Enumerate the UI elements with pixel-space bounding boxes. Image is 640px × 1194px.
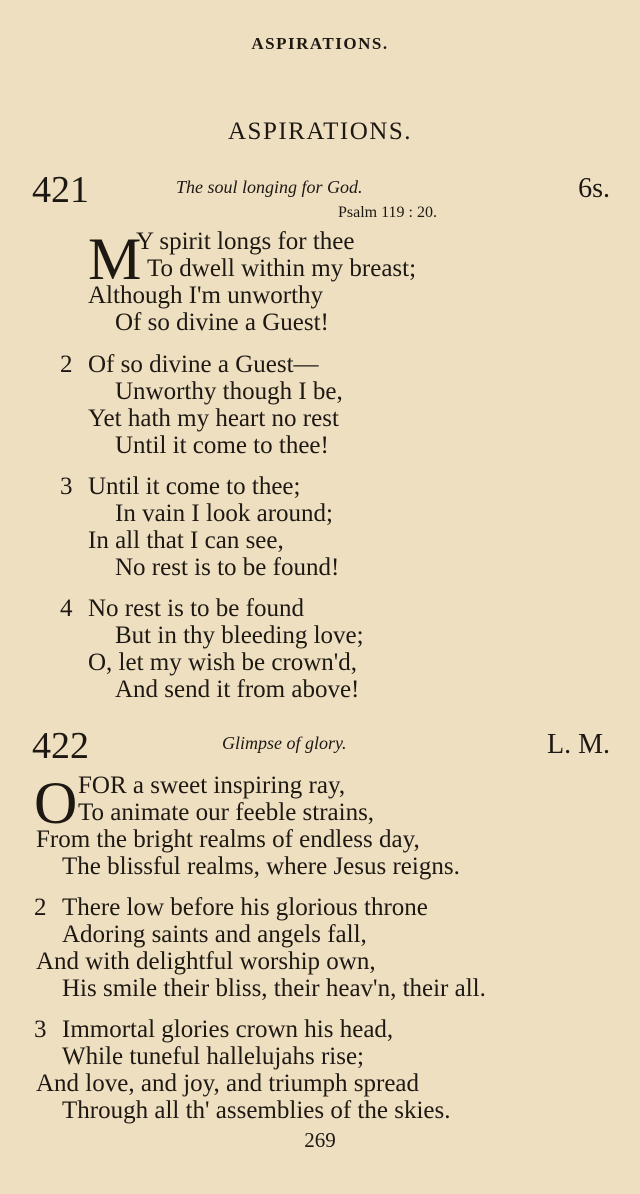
- stanza-line: Through all th' assemblies of the skies.: [62, 1097, 451, 1124]
- stanza-line: Until it come to thee!: [115, 432, 329, 459]
- stanza-line: Adoring saints and angels fall,: [62, 921, 367, 948]
- stanza-line: No rest is to be found!: [115, 554, 340, 581]
- stanza-number: 2: [60, 351, 73, 378]
- stanza-line: Yet hath my heart no rest: [88, 405, 339, 432]
- stanza-line: In all that I can see,: [88, 527, 284, 554]
- hymn-422-header: [0, 726, 640, 766]
- scripture-reference: Psalm 119 : 20.: [338, 204, 437, 221]
- stanza-line: While tuneful hallelujahs rise;: [62, 1043, 364, 1070]
- page-number: 269: [304, 1128, 336, 1152]
- stanza-line: The blissful realms, where Jesus reigns.: [62, 853, 460, 880]
- stanza-line: To dwell within my breast;: [147, 255, 417, 282]
- stanza-number: 3: [60, 473, 73, 500]
- stanza-number: 2: [34, 894, 47, 921]
- stanza-line: Of so divine a Guest!: [115, 309, 329, 336]
- stanza-number: 4: [60, 595, 73, 622]
- drop-cap: M: [88, 226, 142, 292]
- hymn-number: 422: [32, 725, 89, 767]
- hymn-number: 421: [32, 169, 89, 211]
- stanza-line: Immortal glories crown his head,: [62, 1016, 394, 1043]
- stanza-line: To animate our feeble strains,: [78, 799, 375, 826]
- hymn-meter: L. M.: [547, 729, 610, 760]
- running-head: ASPIRATIONS.: [251, 34, 389, 53]
- stanza-line: And with delightful worship own,: [36, 948, 376, 975]
- stanza-line: And send it from above!: [115, 676, 360, 703]
- stanza-line: And love, and joy, and triumph spread: [36, 1070, 420, 1097]
- hymn-subtitle: The soul longing for God.: [176, 177, 363, 197]
- hymn-subtitle: Glimpse of glory.: [222, 733, 347, 753]
- stanza-line: Although I'm unworthy: [88, 282, 324, 309]
- stanza-line: But in thy bleeding love;: [115, 622, 364, 649]
- stanza-number: 3: [34, 1016, 47, 1043]
- section-title: ASPIRATIONS.: [227, 118, 412, 145]
- drop-cap: O: [34, 770, 78, 836]
- stanza-line: There low before his glorious throne: [62, 894, 428, 921]
- stanza-line: His smile their bliss, their heav'n, their all.: [62, 975, 486, 1002]
- hymn-421-header: [0, 169, 640, 221]
- stanza-line: Y spirit longs for thee: [136, 228, 355, 255]
- stanza-line: FOR a sweet inspiring ray,: [78, 772, 346, 799]
- hymn-meter: 6s.: [578, 173, 610, 204]
- stanza-line: Of so divine a Guest—: [88, 351, 319, 378]
- stanza-line: No rest is to be found: [88, 595, 304, 622]
- stanza-line: In vain I look around;: [115, 500, 334, 527]
- stanza-line: From the bright realms of endless day,: [36, 826, 420, 853]
- stanza-line: O, let my wish be crown'd,: [88, 649, 358, 676]
- stanza-line: Until it come to thee;: [88, 473, 301, 500]
- stanza-line: Unworthy though I be,: [115, 378, 343, 405]
